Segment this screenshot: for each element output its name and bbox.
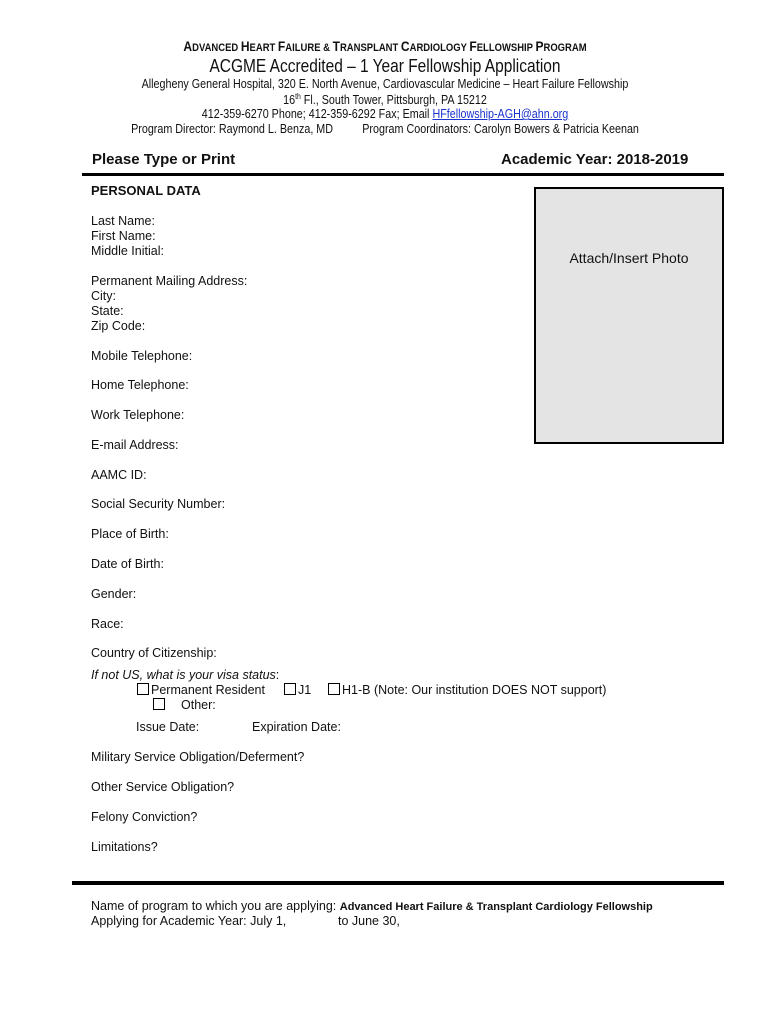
- aamc-id-field[interactable]: AAMC ID:: [91, 468, 147, 482]
- city-field[interactable]: City:: [91, 289, 116, 303]
- date-of-birth-field[interactable]: Date of Birth:: [91, 557, 164, 571]
- visa-other-option[interactable]: Other:: [153, 698, 216, 712]
- program-subtitle: ACGME Accredited – 1 Year Fellowship Application: [209, 56, 561, 76]
- section-title: PERSONAL DATA: [91, 183, 201, 198]
- applying-year-end[interactable]: to June 30,: [338, 914, 400, 928]
- mailing-address-field[interactable]: Permanent Mailing Address:: [91, 274, 248, 288]
- program-applying-line: Name of program to which you are applying: Advanced Heart Failure & Transplant Cardiology Fellowship: [91, 899, 653, 913]
- visa-h1b-option[interactable]: H1-B (Note: Our institution DOES NOT support): [328, 683, 606, 697]
- j1-checkbox[interactable]: [284, 683, 296, 695]
- email-link[interactable]: HFfellowship-AGH@ahn.org: [432, 107, 569, 121]
- photo-label: Attach/Insert Photo: [569, 250, 689, 266]
- permanent-resident-checkbox[interactable]: [137, 683, 149, 695]
- zip-code-field[interactable]: Zip Code:: [91, 319, 146, 333]
- staff-line: Program Director: Raymond L. Benza, MD Program Coordinators: Carolyn Bowers & Patricia Keenan: [131, 122, 639, 136]
- felony-field[interactable]: Felony Conviction?: [91, 810, 198, 824]
- gender-field[interactable]: Gender:: [91, 587, 137, 601]
- first-name-field[interactable]: First Name:: [91, 229, 156, 243]
- issue-date-field[interactable]: Issue Date:: [136, 720, 200, 734]
- home-telephone-field[interactable]: Home Telephone:: [91, 378, 189, 392]
- state-field[interactable]: State:: [91, 304, 124, 318]
- address-line-1: Allegheny General Hospital, 320 E. North Avenue, Cardiovascular Medicine – Heart Failure Fellowship: [141, 77, 629, 91]
- place-of-birth-field[interactable]: Place of Birth:: [91, 527, 169, 541]
- email-address-field[interactable]: E-mail Address:: [91, 438, 179, 452]
- citizenship-field[interactable]: Country of Citizenship:: [91, 646, 217, 660]
- visa-question: If not US, what is your visa status:: [91, 668, 280, 682]
- work-telephone-field[interactable]: Work Telephone:: [91, 408, 185, 422]
- h1b-checkbox[interactable]: [328, 683, 340, 695]
- expiration-date-field[interactable]: Expiration Date:: [252, 720, 341, 734]
- race-field[interactable]: Race:: [91, 617, 124, 631]
- applying-year-start[interactable]: Applying for Academic Year: July 1,: [91, 914, 287, 928]
- visa-j1-option[interactable]: J1: [284, 683, 311, 697]
- other-service-field[interactable]: Other Service Obligation?: [91, 780, 235, 794]
- last-name-field[interactable]: Last Name:: [91, 214, 155, 228]
- program-title: ADVANCED HEART FAILURE & TRANSPLANT CARDIOLOGY FELLOWSHIP PROGRAM: [183, 38, 587, 54]
- visa-permanent-option[interactable]: Permanent Resident: [137, 683, 265, 697]
- bottom-divider: [72, 881, 724, 885]
- other-visa-checkbox[interactable]: [153, 698, 165, 710]
- photo-placeholder[interactable]: [534, 187, 724, 444]
- limitations-field[interactable]: Limitations?: [91, 840, 158, 854]
- top-divider: [82, 173, 724, 176]
- contact-line: 412-359-6270 Phone; 412-359-6292 Fax; Email HFfellowship-AGH@ahn.org: [201, 107, 569, 121]
- ssn-field[interactable]: Social Security Number:: [91, 497, 226, 511]
- address-line-2: 16th Fl., South Tower, Pittsburgh, PA 15212: [283, 92, 487, 108]
- academic-year-label: Academic Year: 2018-2019: [501, 151, 689, 168]
- military-obligation-field[interactable]: Military Service Obligation/Deferment?: [91, 750, 305, 764]
- mobile-telephone-field[interactable]: Mobile Telephone:: [91, 349, 193, 363]
- applying-year-line: [91, 914, 286, 928]
- middle-initial-field[interactable]: Middle Initial:: [91, 244, 164, 258]
- type-or-print-label: Please Type or Print: [92, 151, 236, 168]
